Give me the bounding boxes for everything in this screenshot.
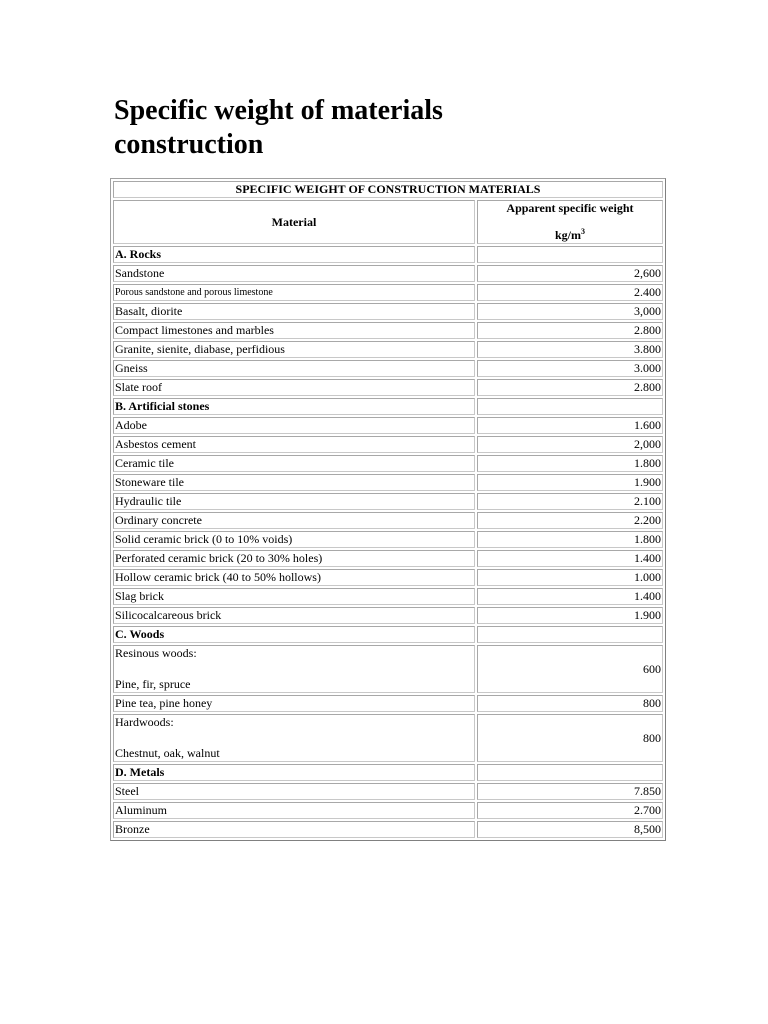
table-row — [113, 550, 663, 567]
material-cell: Compact limestones and marbles — [113, 322, 475, 339]
table-caption-row — [113, 181, 663, 198]
weight-value-cell: 1.800 — [477, 531, 663, 548]
weight-value-cell: 1.900 — [477, 607, 663, 624]
material-cell: Slate roof — [113, 379, 475, 396]
weight-value-cell: 800 — [477, 695, 663, 712]
table-row — [113, 783, 663, 800]
table-row — [113, 569, 663, 586]
material-name: Pine, fir, spruce — [115, 677, 191, 691]
material-cell: Steel — [113, 783, 475, 800]
table-row — [113, 341, 663, 358]
section-empty-cell — [477, 764, 663, 781]
table-row — [113, 417, 663, 434]
material-cell: Basalt, diorite — [113, 303, 475, 320]
material-cell: Ceramic tile — [113, 455, 475, 472]
weight-value-cell: 800 — [477, 714, 663, 762]
weight-value-cell: 2.800 — [477, 322, 663, 339]
material-group-label: Hardwoods: — [115, 715, 174, 729]
unit-text: kg/m — [554, 228, 581, 242]
material-cell: Perforated ceramic brick (20 to 30% holes) — [113, 550, 475, 567]
material-cell: Hollow ceramic brick (40 to 50% hollows) — [113, 569, 475, 586]
weight-value-cell: 2.100 — [477, 493, 663, 510]
section-empty-cell — [477, 626, 663, 643]
weight-value-cell: 600 — [477, 645, 663, 693]
material-cell: Porous sandstone and porous limestone — [113, 284, 475, 301]
table-row — [113, 531, 663, 548]
table-row — [113, 588, 663, 605]
section-empty-cell — [477, 246, 663, 263]
material-name: Chestnut, oak, walnut — [115, 746, 220, 760]
material-cell: Pine tea, pine honey — [113, 695, 475, 712]
material-cell: Silicocalcareous brick — [113, 607, 475, 624]
section-title: C. Woods — [113, 626, 475, 643]
table-row — [113, 821, 663, 838]
material-cell: Solid ceramic brick (0 to 10% voids) — [113, 531, 475, 548]
column-header-unit — [479, 228, 661, 243]
column-header-weight — [477, 200, 663, 244]
weight-value-cell: 1.400 — [477, 588, 663, 605]
material-cell — [113, 714, 475, 762]
table-row — [113, 265, 663, 282]
material-group-label: Resinous woods: — [115, 646, 197, 660]
table-row — [113, 284, 663, 301]
weight-value-cell: 2,000 — [477, 436, 663, 453]
section-row — [113, 246, 663, 263]
table-row — [113, 645, 663, 693]
material-cell — [113, 645, 475, 693]
weight-value-cell: 8,500 — [477, 821, 663, 838]
material-cell: Hydraulic tile — [113, 493, 475, 510]
section-title: A. Rocks — [113, 246, 475, 263]
weight-value-cell: 1.600 — [477, 417, 663, 434]
table-row — [113, 322, 663, 339]
weight-value-cell: 1.400 — [477, 550, 663, 567]
table-row — [113, 607, 663, 624]
table-row — [113, 455, 663, 472]
weight-value-cell: 3.800 — [477, 341, 663, 358]
table-row — [113, 695, 663, 712]
material-cell: Sandstone — [113, 265, 475, 282]
column-header-weight-label: Apparent specific weight — [506, 201, 634, 215]
weight-value-cell: 2.700 — [477, 802, 663, 819]
material-cell: Bronze — [113, 821, 475, 838]
material-cell: Aluminum — [113, 802, 475, 819]
material-cell: Granite, sienite, diabase, perfidious — [113, 341, 475, 358]
section-row — [113, 764, 663, 781]
table-row — [113, 512, 663, 529]
weight-value-cell: 2.400 — [477, 284, 663, 301]
material-cell: Asbestos cement — [113, 436, 475, 453]
table-caption: SPECIFIC WEIGHT OF CONSTRUCTION MATERIALS — [113, 181, 663, 198]
table-row — [113, 474, 663, 491]
table-row — [113, 802, 663, 819]
unit-exponent: 3 — [580, 227, 585, 236]
material-cell: Stoneware tile — [113, 474, 475, 491]
material-cell: Adobe — [113, 417, 475, 434]
material-cell: Gneiss — [113, 360, 475, 377]
section-row — [113, 398, 663, 415]
section-row — [113, 626, 663, 643]
weight-value-cell: 1.000 — [477, 569, 663, 586]
material-cell: Ordinary concrete — [113, 512, 475, 529]
section-title: D. Metals — [113, 764, 475, 781]
section-empty-cell — [477, 398, 663, 415]
weight-value-cell: 2.200 — [477, 512, 663, 529]
specific-weight-table-container — [110, 178, 666, 841]
table-row — [113, 379, 663, 396]
table-row — [113, 436, 663, 453]
weight-value-cell: 3,000 — [477, 303, 663, 320]
weight-value-cell: 7.850 — [477, 783, 663, 800]
weight-value-cell: 3.000 — [477, 360, 663, 377]
weight-value-cell: 2.800 — [477, 379, 663, 396]
weight-value-cell: 1.900 — [477, 474, 663, 491]
table-row — [113, 360, 663, 377]
section-title: B. Artificial stones — [113, 398, 475, 415]
material-cell: Slag brick — [113, 588, 475, 605]
table-row — [113, 714, 663, 762]
column-header-material: Material — [113, 200, 475, 244]
table-header-row — [113, 200, 663, 244]
page-title: Specific weight of materials construction — [114, 95, 443, 160]
specific-weight-table — [110, 178, 666, 841]
weight-value-cell: 1.800 — [477, 455, 663, 472]
table-row — [113, 493, 663, 510]
weight-value-cell: 2,600 — [477, 265, 663, 282]
table-row — [113, 303, 663, 320]
